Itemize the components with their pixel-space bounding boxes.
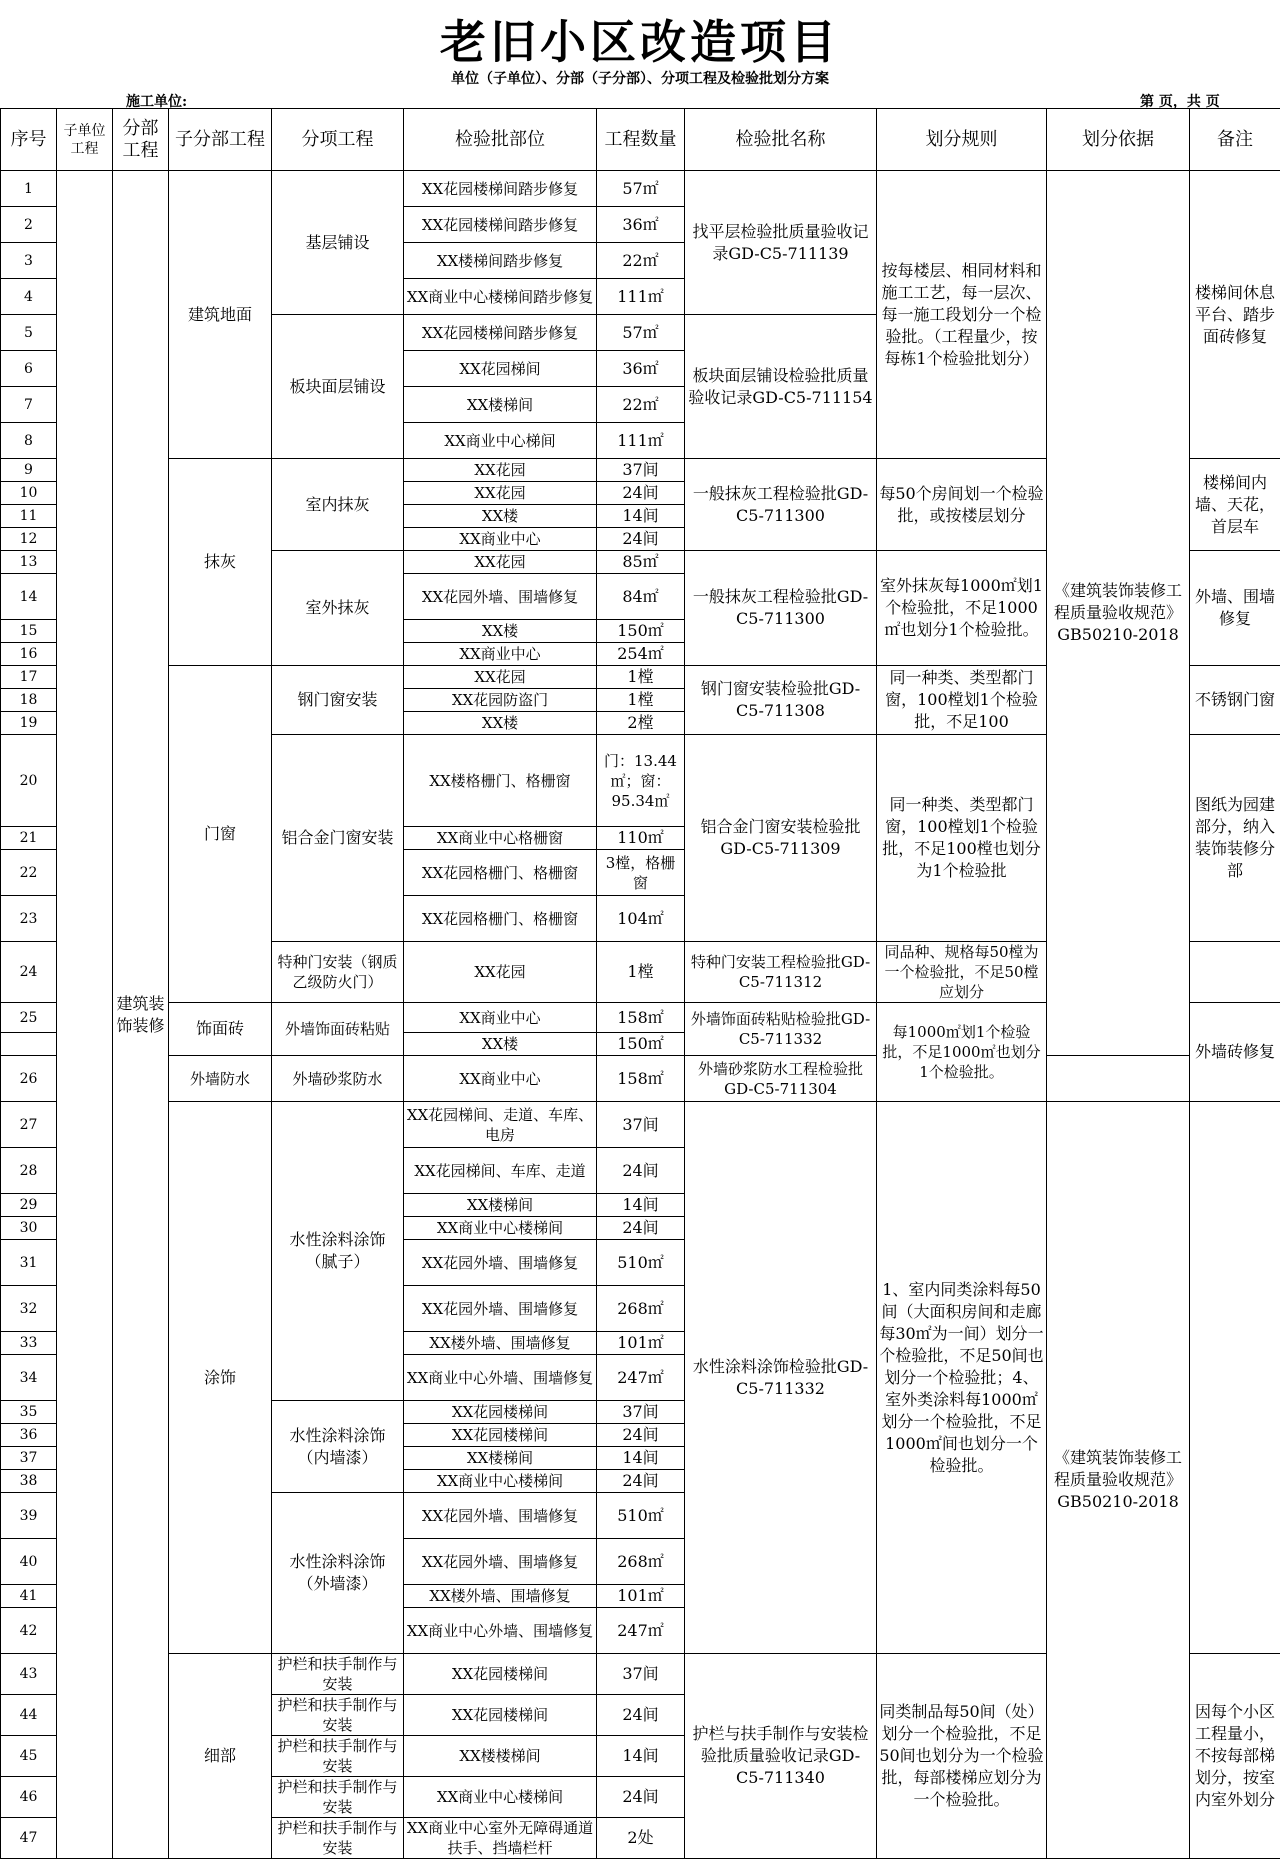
batch-part: XX花园 — [404, 482, 597, 505]
quantity: 268㎡ — [597, 1539, 685, 1585]
row-number: 29 — [1, 1194, 57, 1217]
row-number: 37 — [1, 1447, 57, 1470]
batch-part: XX花园楼梯间踏步修复 — [404, 171, 597, 207]
batch-name: 找平层检验批质量验收记录GD-C5-711139 — [685, 171, 877, 315]
row-number: 22 — [1, 850, 57, 896]
batch-part: XX商业中心 — [404, 643, 597, 666]
item-cell: 外墙砂浆防水 — [272, 1056, 404, 1102]
subdivision-cell: 门窗 — [169, 666, 272, 1003]
item-cell: 护栏和扶手制作与安装 — [272, 1777, 404, 1818]
row-number: 28 — [1, 1148, 57, 1194]
item-cell: 护栏和扶手制作与安装 — [272, 1818, 404, 1859]
quantity: 24间 — [597, 1777, 685, 1818]
quantity: 57㎡ — [597, 315, 685, 351]
item-cell: 护栏和扶手制作与安装 — [272, 1695, 404, 1736]
batch-part: XX花园梯间、车库、走道 — [404, 1148, 597, 1194]
batch-part: XX商业中心 — [404, 528, 597, 551]
row-number: 23 — [1, 896, 57, 942]
item-cell: 水性涂料涂饰（内墙漆） — [272, 1401, 404, 1493]
batch-part: XX楼外墙、围墙修复 — [404, 1332, 597, 1355]
item-cell: 护栏和扶手制作与安装 — [272, 1654, 404, 1695]
row-number: 21 — [1, 827, 57, 850]
batch-part: XX商业中心楼梯间 — [404, 1470, 597, 1493]
row-number: 27 — [1, 1102, 57, 1148]
batch-name: 钢门窗安装检验批GD-C5-711308 — [685, 666, 877, 735]
header-cell: 备注 — [1190, 109, 1280, 171]
row-number: 7 — [1, 387, 57, 423]
table-row — [1, 1102, 1280, 1148]
row-number: 24 — [1, 942, 57, 1003]
item-cell: 室外抹灰 — [272, 551, 404, 666]
division-rule: 同一种类、类型都门窗，100樘划1个检验批，不足100樘也划分为1个检验批 — [877, 735, 1047, 942]
row-number: 36 — [1, 1424, 57, 1447]
batch-part: XX花园外墙、围墙修复 — [404, 1286, 597, 1332]
row-number: 4 — [1, 279, 57, 315]
division-rule: 按每楼层、相同材料和施工工艺，每一层次、每一施工段划分一个检验批。（工程量少，按每栋1个检验批划分） — [877, 171, 1047, 459]
item-cell: 特种门安装（钢质乙级防火门） — [272, 942, 404, 1003]
quantity: 14间 — [597, 1447, 685, 1470]
header-cell: 检验批名称 — [685, 109, 877, 171]
row-number: 11 — [1, 505, 57, 528]
row-number — [1, 1033, 57, 1056]
row-number: 3 — [1, 243, 57, 279]
row-number: 10 — [1, 482, 57, 505]
row-number: 46 — [1, 1777, 57, 1818]
quantity: 110㎡ — [597, 827, 685, 850]
remark — [1190, 942, 1280, 1003]
batch-part: XX花园楼梯间 — [404, 1424, 597, 1447]
row-number: 12 — [1, 528, 57, 551]
sub-unit-cell — [57, 171, 113, 1859]
row-number: 17 — [1, 666, 57, 689]
quantity: 101㎡ — [597, 1332, 685, 1355]
item-cell: 护栏和扶手制作与安装 — [272, 1736, 404, 1777]
quantity: 36㎡ — [597, 351, 685, 387]
item-cell: 钢门窗安装 — [272, 666, 404, 735]
quantity: 111㎡ — [597, 423, 685, 459]
subdivision-cell: 外墙防水 — [169, 1056, 272, 1102]
division-rule: 每1000㎡划1个检验批，不足1000㎡也划分1个检验批。 — [877, 1003, 1047, 1102]
remark: 外墙砖修复 — [1190, 1003, 1280, 1102]
batch-part: XX楼梯间 — [404, 1194, 597, 1217]
batch-part: XX楼梯间踏步修复 — [404, 243, 597, 279]
quantity: 1樘 — [597, 666, 685, 689]
batch-name: 外墙砂浆防水工程检验批GD-C5-711304 — [685, 1056, 877, 1102]
header-row — [1, 109, 1280, 171]
division-rule: 同一种类、类型都门窗，100樘划1个检验批，不足100 — [877, 666, 1047, 735]
row-number: 20 — [1, 735, 57, 827]
batch-part: XX花园楼梯间 — [404, 1654, 597, 1695]
header-cell: 子分部工程 — [169, 109, 272, 171]
division-rule: 室外抹灰每1000㎡划1个检验批，不足1000㎡也划分1个检验批。 — [877, 551, 1047, 666]
division-basis: 《建筑装饰装修工程质量验收规范》GB50210-2018 — [1047, 171, 1190, 1056]
batch-part: XX商业中心室外无障碍通道扶手、挡墙栏杆 — [404, 1818, 597, 1859]
row-number: 33 — [1, 1332, 57, 1355]
division-cell: 建筑装饰装修 — [113, 171, 169, 1859]
division-table — [0, 108, 1280, 1859]
subdivision-cell: 抹灰 — [169, 459, 272, 666]
row-number: 45 — [1, 1736, 57, 1777]
row-number: 2 — [1, 207, 57, 243]
remark — [1190, 1102, 1280, 1654]
batch-part: XX楼楼梯间 — [404, 1736, 597, 1777]
batch-name: 一般抹灰工程检验批GD-C5-711300 — [685, 551, 877, 666]
quantity: 104㎡ — [597, 896, 685, 942]
batch-part: XX花园格栅门、格栅窗 — [404, 896, 597, 942]
batch-part: XX商业中心格栅窗 — [404, 827, 597, 850]
batch-part: XX楼 — [404, 1033, 597, 1056]
header-cell: 工程数量 — [597, 109, 685, 171]
row-number: 26 — [1, 1056, 57, 1102]
item-cell: 水性涂料涂饰（腻子） — [272, 1102, 404, 1401]
batch-name: 特种门安装工程检验批GD-C5-711312 — [685, 942, 877, 1003]
quantity: 1樘 — [597, 689, 685, 712]
header-cell: 划分依据 — [1047, 109, 1190, 171]
batch-part: XX楼外墙、围墙修复 — [404, 1585, 597, 1608]
quantity: 37间 — [597, 1654, 685, 1695]
batch-part: XX楼 — [404, 505, 597, 528]
quantity: 24间 — [597, 1470, 685, 1493]
quantity: 37间 — [597, 459, 685, 482]
row-number: 31 — [1, 1240, 57, 1286]
quantity: 158㎡ — [597, 1056, 685, 1102]
quantity: 14间 — [597, 1194, 685, 1217]
row-number: 19 — [1, 712, 57, 735]
quantity: 150㎡ — [597, 620, 685, 643]
batch-part: XX楼格栅门、格栅窗 — [404, 735, 597, 827]
row-number: 8 — [1, 423, 57, 459]
division-basis: 《建筑装饰装修工程质量验收规范》GB50210-2018 — [1047, 1102, 1190, 1859]
quantity: 22㎡ — [597, 243, 685, 279]
subdivision-cell: 饰面砖 — [169, 1003, 272, 1056]
quantity: 3樘，格栅窗 — [597, 850, 685, 896]
row-number: 40 — [1, 1539, 57, 1585]
item-cell: 基层铺设 — [272, 171, 404, 315]
batch-part: XX花园楼梯间 — [404, 1695, 597, 1736]
row-number: 34 — [1, 1355, 57, 1401]
quantity: 2处 — [597, 1818, 685, 1859]
quantity: 254㎡ — [597, 643, 685, 666]
row-number: 1 — [1, 171, 57, 207]
quantity: 57㎡ — [597, 171, 685, 207]
quantity: 247㎡ — [597, 1355, 685, 1401]
batch-part: XX花园 — [404, 459, 597, 482]
batch-part: XX楼梯间 — [404, 387, 597, 423]
row-number: 47 — [1, 1818, 57, 1859]
division-rule: 同品种、规格每50樘为一个检验批，不足50樘应划分 — [877, 942, 1047, 1003]
batch-part: XX花园 — [404, 666, 597, 689]
batch-part: XX楼 — [404, 620, 597, 643]
row-number: 25 — [1, 1003, 57, 1033]
quantity: 37间 — [597, 1102, 685, 1148]
batch-part: XX花园格栅门、格栅窗 — [404, 850, 597, 896]
batch-part: XX楼梯间 — [404, 1447, 597, 1470]
row-number: 16 — [1, 643, 57, 666]
quantity: 24间 — [597, 1217, 685, 1240]
remark: 因每个小区工程量小，不按每部梯划分，按室内室外划分 — [1190, 1654, 1280, 1859]
batch-part: XX花园外墙、围墙修复 — [404, 574, 597, 620]
division-rule: 每50个房间划一个检验批，或按楼层划分 — [877, 459, 1047, 551]
batch-name: 铝合金门窗安装检验批GD-C5-711309 — [685, 735, 877, 942]
division-rule: 1、室内同类涂料每50间（大面积房间和走廊每30㎡为一间）划分一个检验批，不足50间也划分一个检验批；4、室外类涂料每1000㎡划分一个检验批，不足1000㎡间也划分一个检验批。 — [877, 1102, 1047, 1654]
quantity: 510㎡ — [597, 1240, 685, 1286]
row-number: 43 — [1, 1654, 57, 1695]
batch-part: XX商业中心外墙、围墙修复 — [404, 1355, 597, 1401]
row-number: 32 — [1, 1286, 57, 1332]
batch-part: XX花园梯间、走道、车库、电房 — [404, 1102, 597, 1148]
row-number: 5 — [1, 315, 57, 351]
header-cell: 分部工程 — [113, 109, 169, 171]
row-number: 13 — [1, 551, 57, 574]
quantity: 111㎡ — [597, 279, 685, 315]
quantity: 85㎡ — [597, 551, 685, 574]
row-number: 44 — [1, 1695, 57, 1736]
remark: 外墙、围墙修复 — [1190, 551, 1280, 666]
batch-part: XX商业中心楼梯间踏步修复 — [404, 279, 597, 315]
quantity: 247㎡ — [597, 1608, 685, 1654]
batch-part: XX商业中心 — [404, 1056, 597, 1102]
quantity: 24间 — [597, 1424, 685, 1447]
remark: 楼梯间内墙、天花，首层车 — [1190, 459, 1280, 551]
quantity: 101㎡ — [597, 1585, 685, 1608]
row-number: 42 — [1, 1608, 57, 1654]
remark: 图纸为园建部分，纳入装饰装修分部 — [1190, 735, 1280, 942]
batch-name: 水性涂料涂饰检验批GD-C5-711332 — [685, 1102, 877, 1654]
item-cell: 水性涂料涂饰（外墙漆） — [272, 1493, 404, 1654]
row-number: 38 — [1, 1470, 57, 1493]
quantity: 24间 — [597, 482, 685, 505]
item-cell: 室内抹灰 — [272, 459, 404, 551]
row-number: 6 — [1, 351, 57, 387]
quantity: 510㎡ — [597, 1493, 685, 1539]
quantity: 84㎡ — [597, 574, 685, 620]
batch-name: 外墙饰面砖粘贴检验批GD-C5-711332 — [685, 1003, 877, 1056]
subdivision-cell: 涂饰 — [169, 1102, 272, 1654]
batch-name: 板块面层铺设检验批质量验收记录GD-C5-711154 — [685, 315, 877, 459]
quantity: 36㎡ — [597, 207, 685, 243]
quantity: 150㎡ — [597, 1033, 685, 1056]
batch-part: XX花园楼梯间踏步修复 — [404, 207, 597, 243]
quantity: 158㎡ — [597, 1003, 685, 1033]
quantity: 37间 — [597, 1401, 685, 1424]
quantity: 门：13.44㎡；窗：95.34㎡ — [597, 735, 685, 827]
page-subtitle: 单位（子单位）、分部（子分部）、分项工程及检验批划分方案 — [0, 68, 1280, 88]
batch-name: 一般抹灰工程检验批GD-C5-711300 — [685, 459, 877, 551]
remark: 不锈钢门窗 — [1190, 666, 1280, 735]
header-cell: 检验批部位 — [404, 109, 597, 171]
quantity: 24间 — [597, 1695, 685, 1736]
header-cell: 划分规则 — [877, 109, 1047, 171]
quantity: 268㎡ — [597, 1286, 685, 1332]
item-cell: 外墙饰面砖粘贴 — [272, 1003, 404, 1056]
batch-part: XX花园外墙、围墙修复 — [404, 1539, 597, 1585]
quantity: 2樘 — [597, 712, 685, 735]
quantity: 14间 — [597, 1736, 685, 1777]
batch-part: XX花园外墙、围墙修复 — [404, 1240, 597, 1286]
batch-part: XX花园外墙、围墙修复 — [404, 1493, 597, 1539]
quantity: 14间 — [597, 505, 685, 528]
row-number: 39 — [1, 1493, 57, 1539]
construction-unit-label: 施工单位: — [126, 91, 187, 111]
row-number: 15 — [1, 620, 57, 643]
item-cell: 铝合金门窗安装 — [272, 735, 404, 942]
batch-part: XX花园楼梯间踏步修复 — [404, 315, 597, 351]
table-row — [1, 1056, 1280, 1102]
subdivision-cell: 建筑地面 — [169, 171, 272, 459]
row-number: 41 — [1, 1585, 57, 1608]
quantity: 24间 — [597, 1148, 685, 1194]
table-row — [1, 171, 1280, 207]
batch-part: XX花园楼梯间 — [404, 1401, 597, 1424]
quantity: 1樘 — [597, 942, 685, 1003]
batch-part: XX商业中心梯间 — [404, 423, 597, 459]
quantity: 24间 — [597, 528, 685, 551]
batch-part: XX商业中心 — [404, 1003, 597, 1033]
batch-part: XX花园 — [404, 551, 597, 574]
header-cell: 分项工程 — [272, 109, 404, 171]
quantity: 22㎡ — [597, 387, 685, 423]
batch-part: XX花园 — [404, 942, 597, 1003]
batch-part: XX花园梯间 — [404, 351, 597, 387]
batch-part: XX楼 — [404, 712, 597, 735]
header-cell: 序号 — [1, 109, 57, 171]
batch-part: XX花园防盗门 — [404, 689, 597, 712]
row-number: 9 — [1, 459, 57, 482]
division-rule: 同类制品每50间（处）划分一个检验批，不足50间也划分为一个检验批，每部楼梯应划分为一个检验批。 — [877, 1654, 1047, 1859]
batch-part: XX商业中心外墙、围墙修复 — [404, 1608, 597, 1654]
subdivision-cell: 细部 — [169, 1654, 272, 1859]
batch-part: XX商业中心楼梯间 — [404, 1217, 597, 1240]
batch-name: 护栏与扶手制作与安装检验批质量验收记录GD-C5-711340 — [685, 1654, 877, 1859]
page-title: 老旧小区改造项目 — [0, 6, 1280, 72]
row-number: 14 — [1, 574, 57, 620]
remark: 楼梯间休息平台、踏步面砖修复 — [1190, 171, 1280, 459]
row-number: 18 — [1, 689, 57, 712]
header-cell: 子单位工程 — [57, 109, 113, 171]
row-number: 30 — [1, 1217, 57, 1240]
batch-part: XX商业中心楼梯间 — [404, 1777, 597, 1818]
page-number-label: 第 页，共 页 — [1140, 91, 1220, 111]
item-cell: 板块面层铺设 — [272, 315, 404, 459]
row-number: 35 — [1, 1401, 57, 1424]
